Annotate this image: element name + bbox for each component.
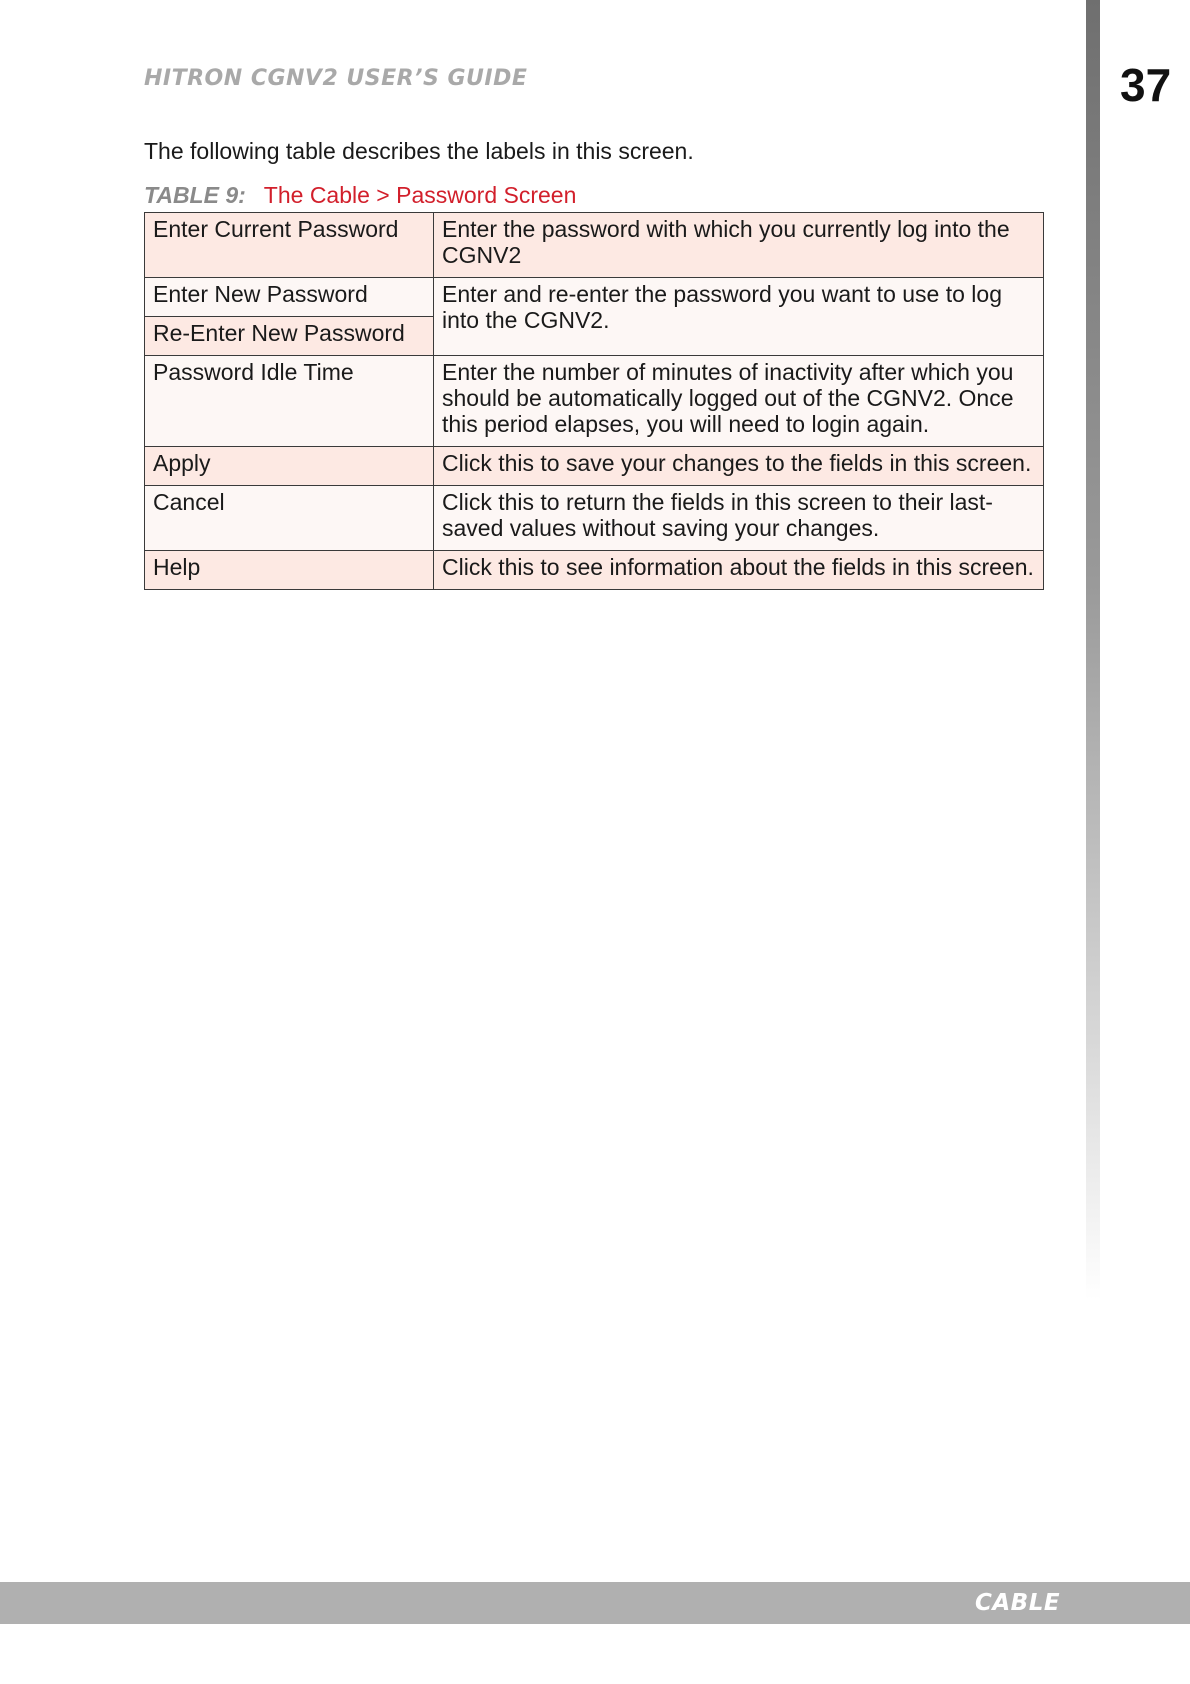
table-row (145, 213, 1044, 278)
running-header: HITRON CGNV2 USER’S GUIDE (144, 66, 528, 91)
row-description: Click this to save your changes to the fields in this screen. (434, 447, 1044, 486)
table-number: TABLE 9: (144, 182, 246, 208)
row-description: Click this to see information about the fields in this screen. (434, 551, 1044, 590)
footer-section-label: CABLE (975, 1590, 1061, 1616)
description-table (144, 212, 1044, 590)
table-row (145, 486, 1044, 551)
page-number: 37 (1120, 59, 1172, 111)
row-label: Enter New Password (145, 278, 434, 317)
table-title: The Cable > Password Screen (263, 182, 577, 208)
table-caption (144, 182, 576, 209)
side-decoration-bar (1086, 0, 1100, 1300)
row-label: Re-Enter New Password (145, 317, 434, 356)
intro-text: The following table describes the labels in this screen. (144, 138, 694, 164)
row-label: Apply (145, 447, 434, 486)
row-label: Enter Current Password (145, 213, 434, 278)
row-label: Password Idle Time (145, 356, 434, 447)
table-row (145, 447, 1044, 486)
row-description: Enter the number of minutes of inactivity after which you should be automatically logged out of the CGNV2. Once this period elapses, you will need to login again. (434, 356, 1044, 447)
table-row (145, 551, 1044, 590)
row-description: Enter the password with which you currently log into the CGNV2 (434, 213, 1044, 278)
row-label: Help (145, 551, 434, 590)
table-row (145, 356, 1044, 447)
row-label: Cancel (145, 486, 434, 551)
row-description: Click this to return the fields in this screen to their last-saved values without saving your changes. (434, 486, 1044, 551)
table-row (145, 278, 1044, 317)
row-description: Enter and re-enter the password you want to use to log into the CGNV2. (434, 278, 1044, 356)
